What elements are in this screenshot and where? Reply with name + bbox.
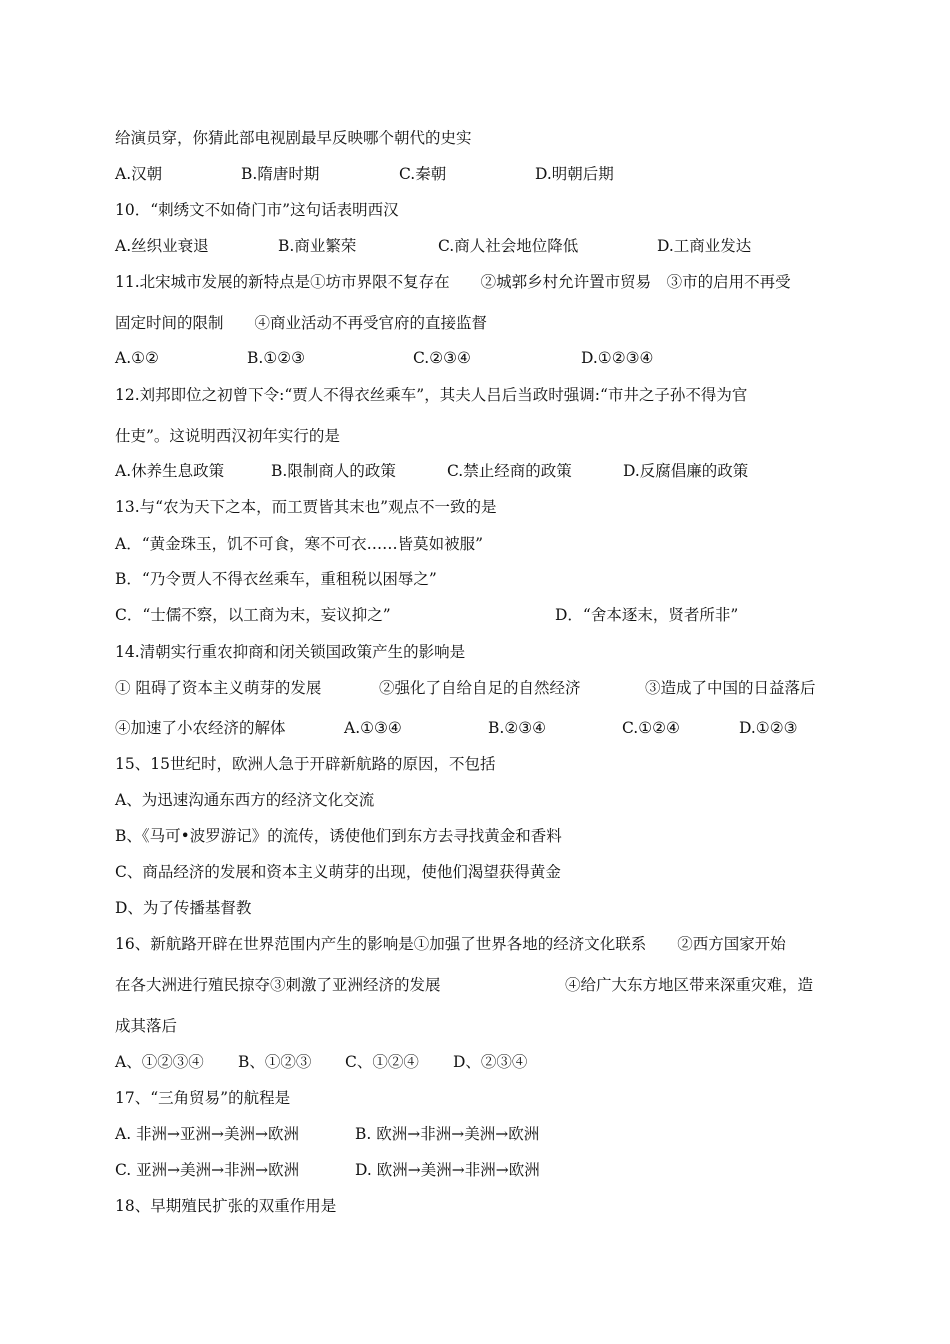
- q10-option-a: A.丝织业衰退: [115, 237, 209, 255]
- q16-options: [115, 1051, 845, 1073]
- q10-options: [115, 235, 845, 257]
- q14-stem: 14.清朝实行重农抑商和闭关锁国政策产生的影响是: [115, 643, 466, 661]
- q11-option-c: C.②③④: [413, 349, 471, 367]
- q9-option-a: A.汉朝: [115, 165, 163, 183]
- q16-option-a: A、①②③④: [115, 1053, 204, 1071]
- q14-item-1: ① 阻碍了资本主义萌芽的发展: [115, 679, 322, 697]
- q14-items: [115, 677, 845, 699]
- q15-option-b: B、《马可•波罗游记》的流传，诱使他们到东方去寻找黄金和香料: [115, 827, 562, 845]
- q13-option-a: A．“黄金珠玉，饥不可食，寒不可衣……皆莫如被服”: [115, 535, 484, 553]
- q12-stem-line2: 仕吏”。这说明西汉初年实行的是: [115, 427, 340, 445]
- q17-options-ab: [115, 1123, 845, 1145]
- q18-stem: 18、早期殖民扩张的双重作用是: [115, 1197, 337, 1215]
- q16-stem-line3: 成其落后: [115, 1017, 178, 1035]
- q13-stem: 13.与“农为天下之本，而工贾皆其末也”观点不一致的是: [115, 498, 497, 516]
- q16-option-c: C、①②④: [345, 1053, 419, 1071]
- q13-option-d: D．“舍本逐末，贤者所非”: [555, 606, 739, 624]
- q11-stem-line1: 11.北宋城市发展的新特点是①坊市界限不复存在 ②城郭乡村允许置市贸易 ③市的启用不再受: [115, 273, 791, 291]
- q14-item4-options: [115, 717, 845, 739]
- q12-option-c: C.禁止经商的政策: [447, 462, 572, 480]
- q15-option-d: D、为了传播基督教: [115, 899, 252, 917]
- q14-option-a: A.①③④: [344, 719, 402, 737]
- q13-options-cd: [115, 604, 845, 626]
- q14-item-3: ③造成了中国的日益落后: [645, 679, 816, 697]
- q16-stem-line1: 16、新航路开辟在世界范围内产生的影响是①加强了世界各地的经济文化联系 ②西方国家开始: [115, 935, 786, 953]
- q9-stem-tail: 给演员穿，你猜此部电视剧最早反映哪个朝代的史实: [115, 129, 472, 147]
- q14-option-b: B.②③④: [488, 719, 547, 737]
- q9-options: [115, 163, 845, 185]
- q15-option-c: C、商品经济的发展和资本主义萌芽的出现，使他们渴望获得黄金: [115, 863, 561, 881]
- q17-option-c: C. 亚洲→美洲→非洲→欧洲: [115, 1161, 300, 1179]
- q10-stem: 10．“刺绣文不如倚门市”这句话表明西汉: [115, 201, 399, 219]
- q17-option-b: B. 欧洲→非洲→美洲→欧洲: [355, 1125, 540, 1143]
- q16-stem-line2-left: 在各大洲进行殖民掠夺③刺激了亚洲经济的发展: [115, 976, 441, 994]
- q15-option-a: A、为迅速沟通东西方的经济文化交流: [115, 791, 375, 809]
- q16-option-b: B、①②③: [238, 1053, 312, 1071]
- q12-stem-line1: 12.刘邦即位之初曾下令:“贾人不得衣丝乘车”，其夫人吕后当政时强调:“市井之子孙不得为官: [115, 386, 748, 404]
- q12-option-a: A.休养生息政策: [115, 462, 225, 480]
- q15-stem: 15、15世纪时，欧洲人急于开辟新航路的原因，不包括: [115, 755, 496, 773]
- q9-option-b: B.隋唐时期: [241, 165, 320, 183]
- q14-option-c: C.①②④: [622, 719, 680, 737]
- q11-stem-line2: 固定时间的限制 ④商业活动不再受官府的直接监督: [115, 314, 488, 332]
- q9-option-d: D.明朝后期: [535, 165, 614, 183]
- q13-option-b: B．“乃令贾人不得衣丝乘车，重租税以困辱之”: [115, 570, 437, 588]
- q11-option-d: D.①②③④: [581, 349, 654, 367]
- q11-option-b: B.①②③: [247, 349, 306, 367]
- q16-stem-line2-right: ④给广大东方地区带来深重灾难，造: [565, 976, 814, 994]
- q16-option-d: D、②③④: [453, 1053, 528, 1071]
- q12-options: [115, 460, 845, 482]
- q9-option-c: C.秦朝: [399, 165, 447, 183]
- q17-options-cd: [115, 1159, 845, 1181]
- q12-option-d: D.反腐倡廉的政策: [623, 462, 749, 480]
- q16-stem-line2: [115, 974, 845, 996]
- q10-option-c: C.商人社会地位降低: [438, 237, 579, 255]
- q11-options: [115, 347, 845, 369]
- q14-option-d: D.①②③: [739, 719, 798, 737]
- q13-option-c: C．“士儒不察，以工商为末，妄议抑之”: [115, 606, 391, 624]
- q17-option-a: A. 非洲→亚洲→美洲→欧洲: [115, 1125, 300, 1143]
- q10-option-d: D.工商业发达: [657, 237, 752, 255]
- q10-option-b: B.商业繁荣: [278, 237, 357, 255]
- q17-stem: 17、“三角贸易”的航程是: [115, 1089, 291, 1107]
- q14-item-2: ②强化了自给自足的自然经济: [379, 679, 581, 697]
- q14-item-4: ④加速了小农经济的解体: [115, 719, 286, 737]
- q11-option-a: A.①②: [115, 349, 159, 367]
- q12-option-b: B.限制商人的政策: [271, 462, 396, 480]
- q17-option-d: D. 欧洲→美洲→非洲→欧洲: [355, 1161, 540, 1179]
